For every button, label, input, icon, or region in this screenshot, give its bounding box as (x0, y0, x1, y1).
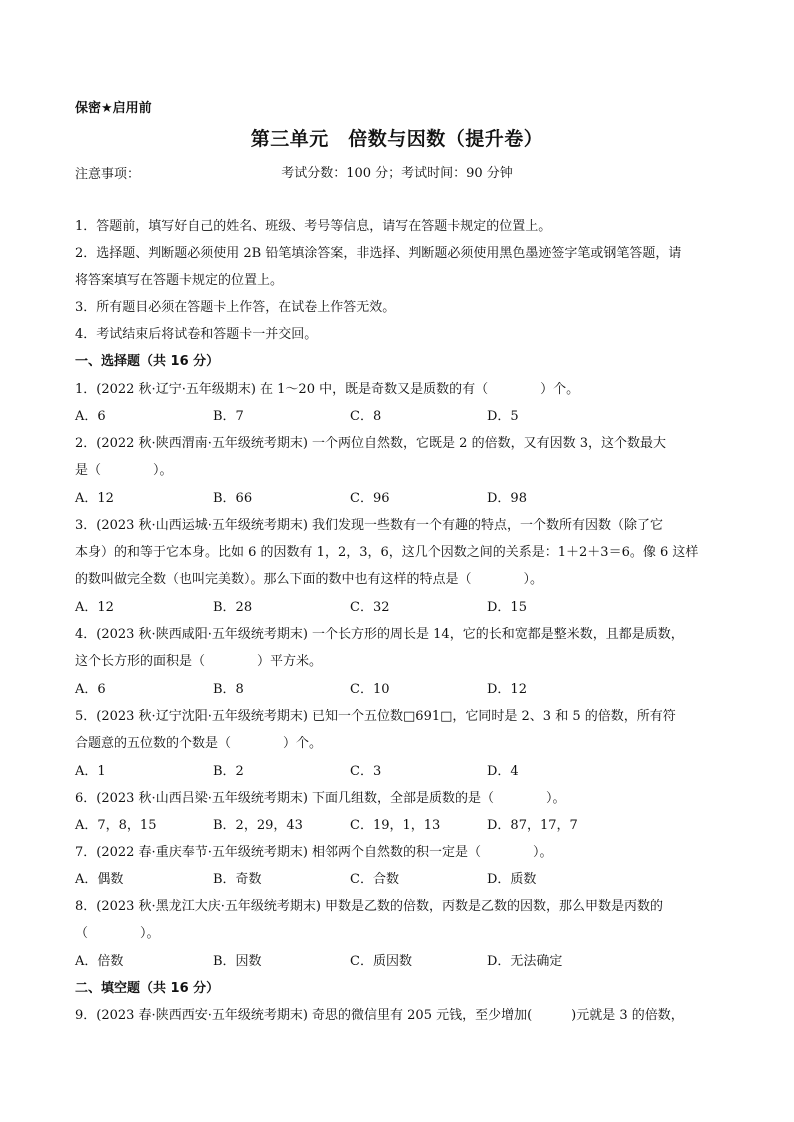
option-a: A．12 (75, 491, 114, 506)
question-1-text: 1．(2022 秋·辽宁·五年级期末) 在 1～20 中，既是奇数又是质数的有（ ）个。 (75, 382, 580, 397)
option-c: C．质因数 (350, 954, 412, 969)
question-9-text: 9．(2023 春·陕西西安·五年级统考期末) 奇思的微信里有 205 元钱，至少增加( )元就是 3 的倍数， (75, 1008, 684, 1023)
option-d: D．87，17，7 (487, 818, 578, 833)
option-a: A．12 (75, 600, 114, 615)
option-c: C．3 (350, 764, 382, 779)
question-2-text: 2．(2022 秋·陕西渭南·五年级统考期末) 一个两位自然数，它既是 2 的倍数，又有因数 3，这个数最大 (75, 436, 666, 451)
question-6-options (75, 817, 725, 835)
note-line: 2．选择题、判断题必须使用 2B 铅笔填涂答案，非选择、判断题必须使用黑色墨迹签字笔或钢笔答题，请 (75, 246, 682, 261)
notes-heading: 注意事项： (75, 167, 141, 182)
option-d: D．无法确定 (487, 954, 563, 969)
question-3-options (75, 599, 725, 617)
question-3-text: 本身）的和等于它本身。比如 6 的因数有 1，2，3，6，这几个因数之间的关系是：1＋2＋3＝6。像 6 这样 (75, 545, 699, 560)
question-5-text: 合题意的五位数的个数是（ ）个。 (75, 736, 323, 751)
section-heading-fill: 二、填空题（共 16 分） (75, 981, 220, 996)
option-c: C．合数 (350, 872, 399, 887)
question-4-options (75, 681, 725, 699)
question-7-text: 7．(2022 春·重庆奉节·五年级统考期末) 相邻两个自然数的积一定是（ ）。 (75, 845, 553, 860)
question-4-text: 这个长方形的面积是（ ）平方米。 (75, 654, 323, 669)
option-d: D．4 (487, 764, 519, 779)
note-line: 4．考试结束后将试卷和答题卡一并交回。 (75, 327, 318, 342)
option-d: D．98 (487, 491, 527, 506)
option-b: B．奇数 (213, 872, 262, 887)
option-b: B．8 (213, 682, 244, 697)
option-d: D．12 (487, 682, 527, 697)
question-6-text: 6．(2023 秋·山西吕梁·五年级统考期末) 下面几组数，全部是质数的是（ ）。 (75, 791, 566, 806)
exam-info: 考试分数：100 分；考试时间：90 分钟 (281, 166, 513, 181)
option-a: A．偶数 (75, 872, 124, 887)
note-line: 将答案填写在答题卡规定的位置上。 (75, 273, 284, 288)
option-b: B．28 (213, 600, 253, 615)
option-b: B．2 (213, 764, 244, 779)
option-d: D．质数 (487, 872, 537, 887)
option-a: A．7，8，15 (75, 818, 157, 833)
question-2-options (75, 490, 725, 508)
section-heading-choice: 一、选择题（共 16 分） (75, 354, 220, 369)
option-c: C．10 (350, 682, 390, 697)
option-a: A．6 (75, 682, 106, 697)
option-c: C．8 (350, 409, 382, 424)
question-4-text: 4．(2023 秋·陕西咸阳·五年级统考期末) 一个长方形的周长是 14，它的长和宽都是整米数，且都是质数， (75, 627, 684, 642)
option-b: B．7 (213, 409, 244, 424)
note-line: 3．所有题目必须在答题卡上作答，在试卷上作答无效。 (75, 300, 396, 315)
question-8-text: （ ）。 (75, 926, 160, 941)
question-3-text: 的数叫做完全数（也叫完美数）。那么下面的数中也有这样的特点是（ ）。 (75, 572, 544, 587)
question-8-options (75, 953, 725, 971)
option-a: A．倍数 (75, 954, 124, 969)
option-a: A．1 (75, 764, 106, 779)
option-b: B．因数 (213, 954, 262, 969)
page-title: 第三单元 倍数与因数（提升卷） (250, 128, 544, 150)
question-2-text: 是（ ）。 (75, 463, 173, 478)
question-5-options (75, 763, 725, 781)
option-c: C．96 (350, 491, 390, 506)
option-a: A．6 (75, 409, 106, 424)
option-b: B．2，29，43 (213, 818, 303, 833)
confidential-label: 保密★启用前 (75, 101, 152, 116)
question-1-options (75, 408, 725, 426)
note-line: 1．答题前，填写好自己的姓名、班级、考号等信息，请写在答题卡规定的位置上。 (75, 219, 552, 234)
option-d: D．15 (487, 600, 527, 615)
question-3-text: 3．(2023 秋·山西运城·五年级统考期末) 我们发现一些数有一个有趣的特点，一个数所有因数（除了它 (75, 518, 664, 533)
question-8-text: 8．(2023 秋·黑龙江大庆·五年级统考期末) 甲数是乙数的倍数，丙数是乙数的因数，那么甲数是丙数的 (75, 899, 664, 914)
question-5-text: 5．(2023 秋·辽宁沈阳·五年级统考期末) 已知一个五位数□691□，它同时是 2、3 和 5 的倍数，所有符 (75, 709, 676, 724)
option-b: B．66 (213, 491, 253, 506)
option-d: D．5 (487, 409, 519, 424)
question-7-options (75, 871, 725, 889)
option-c: C．32 (350, 600, 390, 615)
option-c: C．19，1，13 (350, 818, 441, 833)
